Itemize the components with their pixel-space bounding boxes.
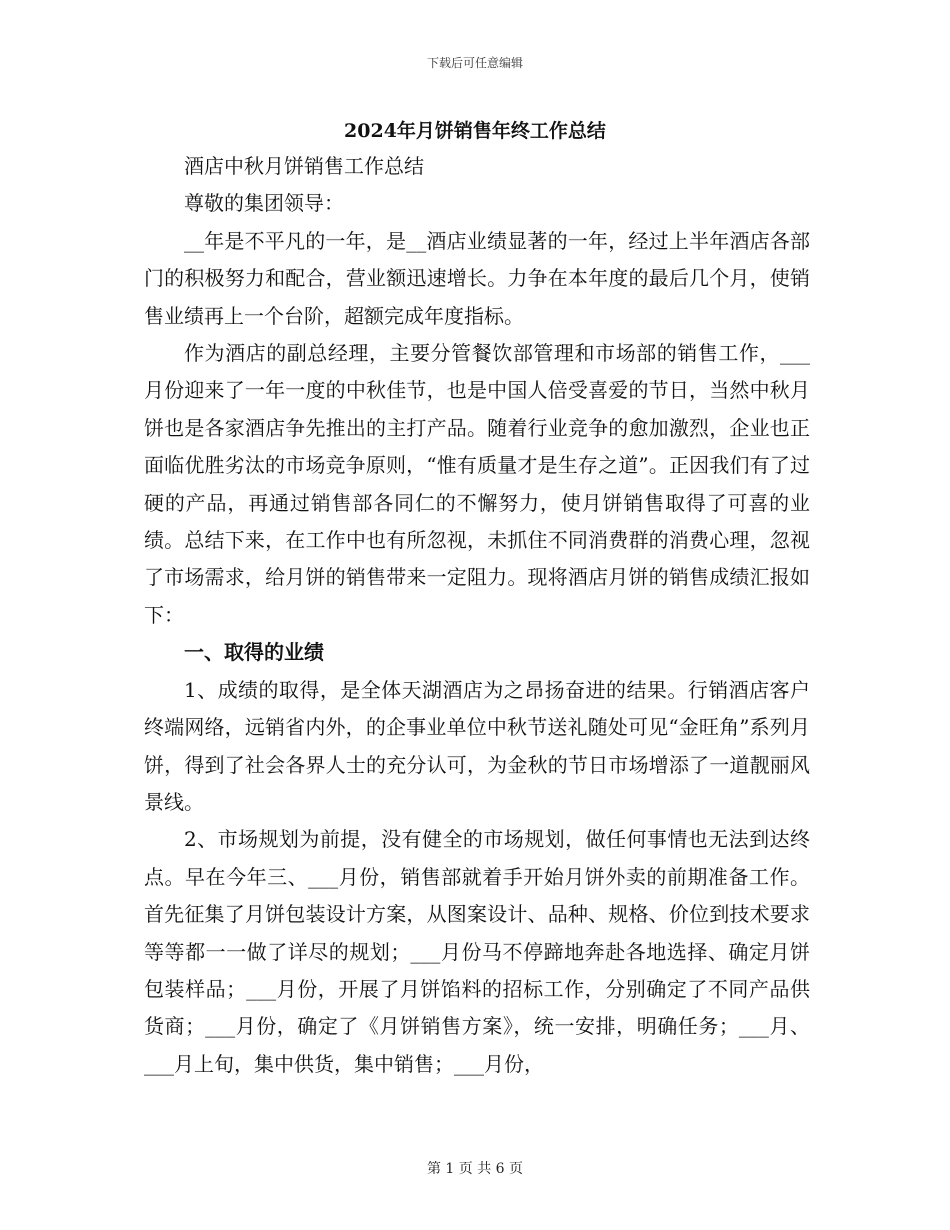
paragraph-intro: __年是不平凡的一年，是__酒店业绩显著的一年，经过上半年酒店各部门的积极努力和配合，营业额迅速增长。力争在本年度的最后几个月，使销售业绩再上一个台阶，超额完成年度指标。: [144, 228, 810, 328]
section-paragraph-2: 2、市场规划为前提，没有健全的市场规划，做任何事情也无法到达终点。早在今年三、___月份，销售部就着手开始月饼外卖的前期准备工作。首先征集了月饼包装设计方案，从图案设计、品种、规格、价位到技术要求等等都一一做了详尽的规划；___月份马不停蹄地奔赴各地选择、确定月饼包装样品；___月份，开展了月饼馅料的招标工作，分别确定了不同产品供货商；___月份，确定了《月饼销售方案》，统一安排，明确任务；___月、___月上旬，集中供货，集中销售；___月份，: [144, 827, 810, 1076]
document-subtitle: 酒店中秋月饼销售工作总结: [184, 154, 424, 178]
salutation: 尊敬的集团领导：: [184, 191, 344, 216]
document-title: 2024年月饼销售年终工作总结: [344, 120, 606, 142]
paragraph-overview: 作为酒店的副总经理，主要分管餐饮部管理和市场部的销售工作，___月份迎来了一年一度的中秋佳节，也是中国人倍受喜爱的节日，当然中秋月饼也是各家酒店争先推出的主打产品。随着行业竞争的愈加激烈，企业也正面临优胜劣汰的市场竞争原则，“惟有质量才是生存之道”。正因我们有了过硬的产品，再通过销售部各同仁的不懈努力，使月饼销售取得了可喜的业绩。总结下来，在工作中也有所忽视，未抓住不同消费群的消费心理，忽视了市场需求，给月饼的销售带来一定阻力。现将酒店月饼的销售成绩汇报如下：: [144, 341, 810, 627]
section-heading: 一、取得的业绩: [184, 640, 324, 665]
section-paragraph-1: 1、成绩的取得，是全体天湖酒店为之昂扬奋进的结果。行销酒店客户终端网络，远销省内外，的企事业单位中秋节送礼随处可见“金旺角”系列月饼，得到了社会各界人士的充分认可，为金秋的节日市场增添了一道靓丽风景线。: [144, 677, 810, 814]
page-header-note: 下载后可任意编辑: [426, 56, 523, 70]
page-number: 第 1 页 共 6 页: [426, 1161, 524, 1177]
document-body: [144, 148, 810, 1083]
